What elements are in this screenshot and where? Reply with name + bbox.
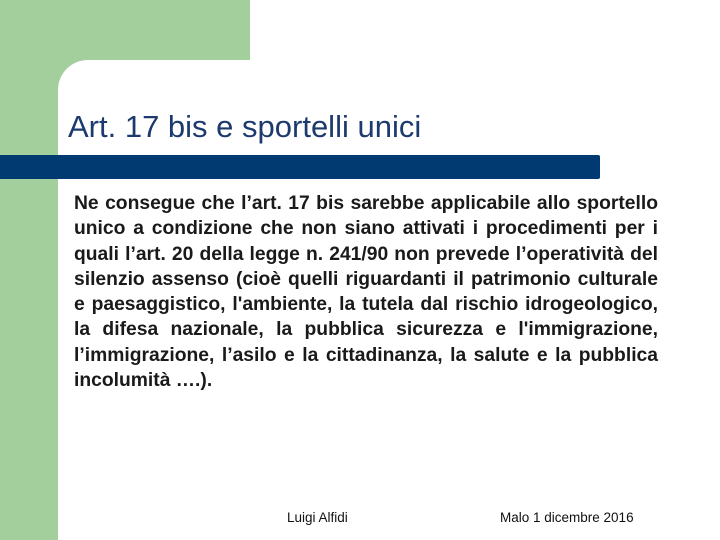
slide-title: Art. 17 bis e sportelli unici — [68, 109, 422, 144]
footer-author: Luigi Alfidi — [287, 510, 348, 525]
title-underline-bar — [0, 155, 600, 179]
footer-date: Malo 1 dicembre 2016 — [500, 510, 634, 525]
slide-body-text: Ne consegue che l’art. 17 bis sarebbe applicabile allo sportello unico a condizione che non siano attivati i procedimenti per i quali l’art. 20 della legge n. 241/90 non prevede l’operatività del silenzio assenso (cioè quelli riguardanti il patrimonio culturale e paesaggistico, l'ambiente, la tutela dal rischio idrogeologico, la difesa nazionale, la pubblica sicurezza e l'immigrazione, l’immigrazione, l’asilo e la cittadinanza, la salute e la pubblica incolumità ….). — [74, 193, 658, 392]
